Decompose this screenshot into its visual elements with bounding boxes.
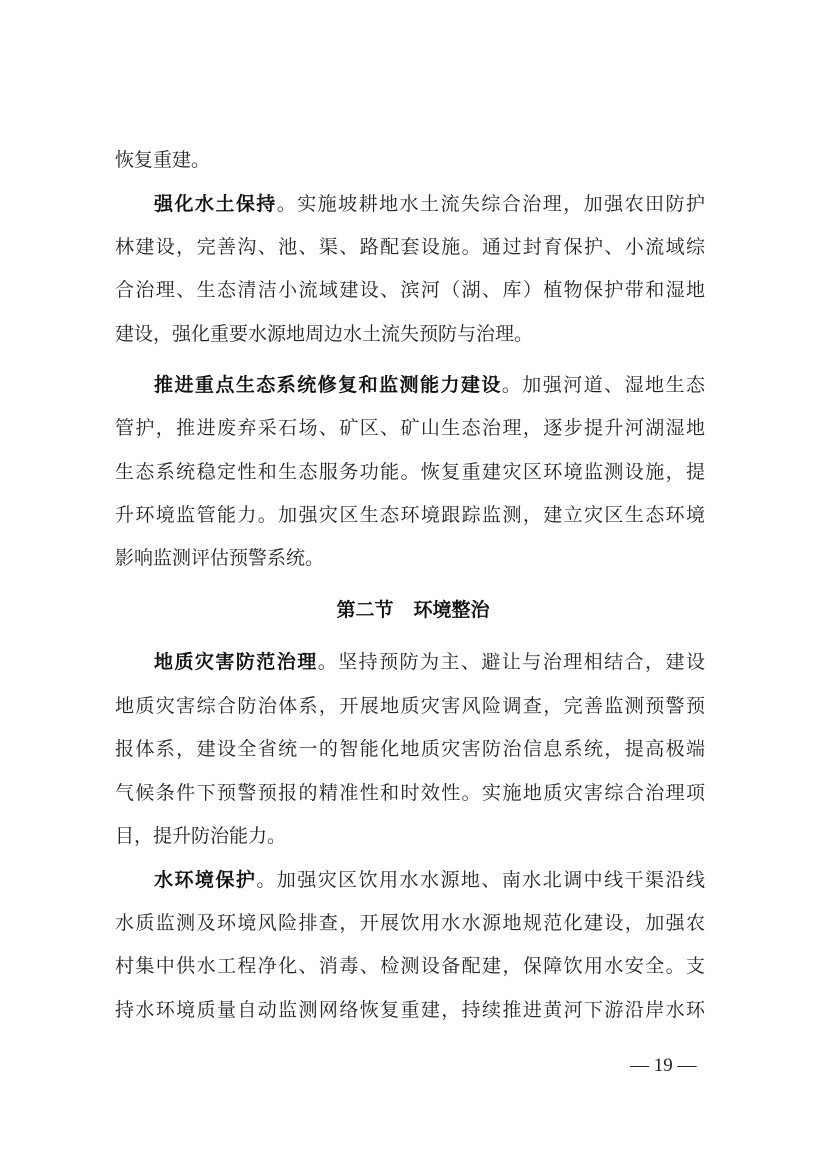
section-heading [0,595,826,625]
section-title: 环境整治 [413,599,490,621]
paragraph-text: 建设，强化重要水源地周边水土流失预防与治理。 [115,323,534,345]
paragraph-line [115,275,705,305]
page-number: — 19 — [630,1055,697,1076]
paragraph-text: 影响监测评估预警系统。 [115,547,325,569]
paragraph-text: 。加强河道、湿地生态 [501,374,705,396]
paragraph-text: 。坚持预防为主、避让与治理相结合，建设 [317,651,705,673]
paragraph-line [115,691,705,721]
paragraph-line [115,995,705,1025]
paragraph-text: 。加强灾区饮用水水源地、南水北调中线干渠沿线 [256,869,705,891]
paragraph-text: 生态系统稳定性和生态服务功能。恢复重建灾区环境监测设施，提 [115,461,705,483]
paragraph-text: 持水环境质量自动监测网络恢复重建，持续推进黄河下游沿岸水环 [115,999,705,1021]
paragraph-text: 村集中供水工程净化、消毒、检测设备配建，保障饮用水安全。支 [115,955,705,977]
paragraph-text: 升环境监管能力。加强灾区生态环境跟踪监测，建立灾区生态环境 [115,504,705,526]
paragraph-line [115,189,705,219]
paragraph-line [115,908,705,938]
paragraph-line [115,543,705,573]
paragraph-line [115,647,705,677]
paragraph-lead: 水环境保护 [154,869,257,891]
paragraph-text: 水质监测及环境风险排查，开展饮用水水源地规范化建设，加强农 [115,912,705,934]
paragraph-line [115,370,705,400]
paragraph-line [115,500,705,530]
paragraph-lead: 地质灾害防范治理 [154,651,318,673]
paragraph-text: 气候条件下预警预报的精准性和时效性。实施地质灾害综合治理项 [115,782,705,804]
paragraph-text: 地质灾害综合防治体系，开展地质灾害风险调查，完善监测预警预 [115,695,705,717]
paragraph-text: 报体系，建设全省统一的智能化地质灾害防治信息系统，提高极端 [115,738,705,760]
paragraph-line [115,232,705,262]
paragraph-line [115,951,705,981]
paragraph-line [115,457,705,487]
paragraph-line [115,865,705,895]
paragraph-line [115,145,705,175]
paragraph-line [115,778,705,808]
paragraph-lead: 推进重点生态系统修复和监测能力建设 [154,374,502,396]
paragraph-text: 管护，推进废弃采石场、矿区、矿山生态治理，逐步提升河湖湿地 [115,417,705,439]
paragraph-text: 合治理、生态清洁小流域建设、滨河（湖、库）植物保护带和湿地 [115,279,705,301]
paragraph-line [115,319,705,349]
paragraph-text: 目，提升防治能力。 [115,825,287,847]
paragraph-text: 恢复重建。 [115,149,211,171]
paragraph-text: 。实施坡耕地水土流失综合治理，加强农田防护 [276,193,705,215]
section-number: 第二节 [336,599,394,621]
paragraph-line [115,413,705,443]
paragraph-text: 林建设，完善沟、池、渠、路配套设施。通过封育保护、小流域综 [115,236,705,258]
paragraph-line [115,734,705,764]
paragraph-line [115,821,705,851]
paragraph-lead: 强化水土保持 [154,193,277,215]
